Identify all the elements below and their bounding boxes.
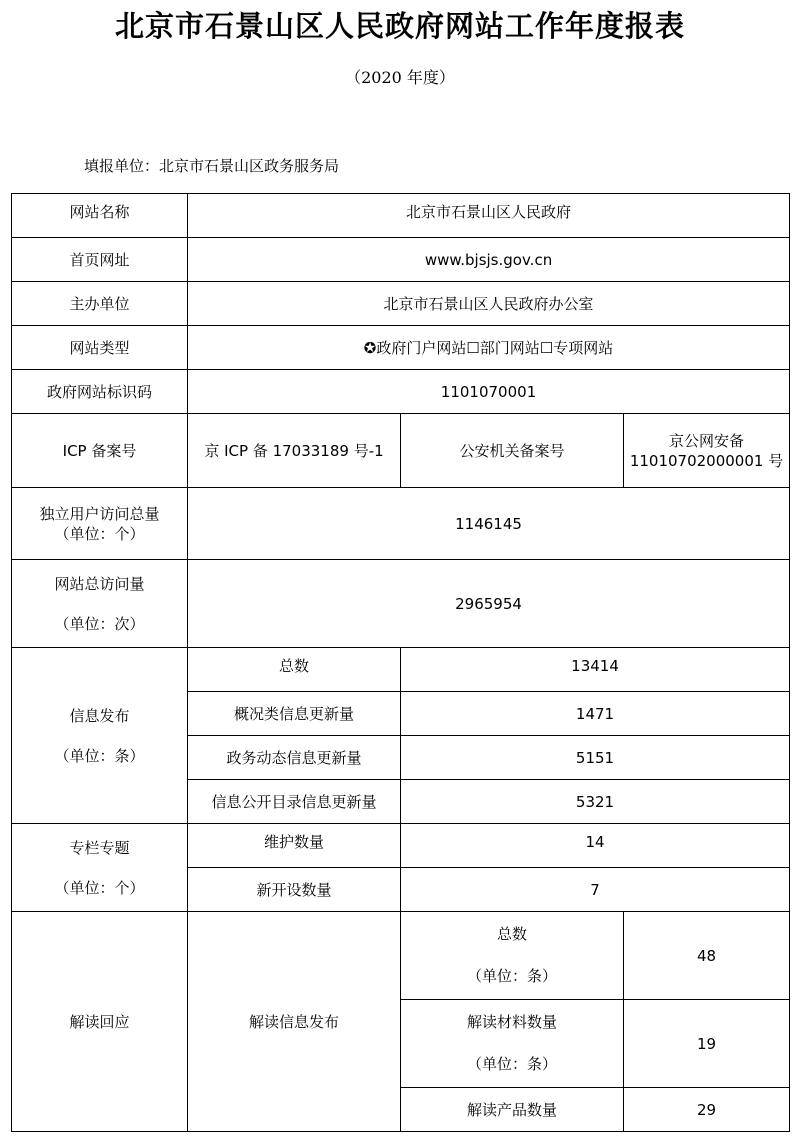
site-type-option-special xyxy=(540,339,613,357)
unique-visitors-label xyxy=(12,488,188,560)
columns-maintained-label: 维护数量 xyxy=(188,824,401,868)
table-row-icp xyxy=(12,414,790,488)
interpretation-sub-label: 解读信息发布 xyxy=(188,912,401,1132)
info-total-label: 总数 xyxy=(188,648,401,692)
info-dynamics-label: 政务动态信息更新量 xyxy=(188,736,401,780)
site-type-label: 网站类型 xyxy=(12,326,188,370)
info-publish-label-line1: 信息发布 xyxy=(69,706,130,725)
icp-value: 京 ICP 备 17033189 号-1 xyxy=(188,414,401,488)
report-title: 北京市石景山区人民政府网站工作年度报表 xyxy=(114,9,685,43)
site-type-option-portal xyxy=(364,339,467,357)
info-overview-value: 1471 xyxy=(401,692,790,736)
police-record-value xyxy=(624,414,790,488)
checked-circle-icon: ✪ xyxy=(363,338,377,357)
police-record-label: 公安机关备案号 xyxy=(401,414,624,488)
report-table xyxy=(11,193,790,1132)
unique-visitors-value: 1146145 xyxy=(188,488,790,560)
columns-label xyxy=(12,824,188,912)
empty-box-icon: ☐ xyxy=(466,338,480,357)
interp-products-value: 29 xyxy=(624,1088,790,1132)
info-disclosure-label: 信息公开目录信息更新量 xyxy=(188,780,401,824)
info-publish-label xyxy=(12,648,188,824)
interp-total-label-line1: 总数 xyxy=(496,925,527,943)
info-dynamics-value: 5151 xyxy=(401,736,790,780)
columns-label-line1: 专栏专题 xyxy=(69,838,130,857)
site-id-label: 政府网站标识码 xyxy=(12,370,188,414)
table-row-site-name xyxy=(12,194,790,238)
site-type-option-label: 部门网站 xyxy=(479,338,540,357)
info-disclosure-value: 5321 xyxy=(401,780,790,824)
homepage-label: 首页网址 xyxy=(12,238,188,282)
columns-label-line2: （单位：个） xyxy=(54,878,145,897)
interp-total-label-line2: （单位：条） xyxy=(466,967,557,985)
interp-materials-label xyxy=(401,1000,624,1088)
interp-materials-label-line1: 解读材料数量 xyxy=(466,1013,557,1031)
site-type-option-department xyxy=(466,339,539,357)
site-type-option-label: 政府门户网站 xyxy=(376,338,467,357)
empty-box-icon: ☐ xyxy=(539,338,554,357)
total-visits-label xyxy=(12,560,188,648)
site-name-label: 网站名称 xyxy=(12,194,188,238)
interp-products-label: 解读产品数量 xyxy=(401,1088,624,1132)
table-row-site-id xyxy=(12,370,790,414)
site-type-options xyxy=(188,326,790,370)
info-publish-label-line2: （单位：条） xyxy=(54,746,145,765)
table-row-total-visits xyxy=(12,560,790,648)
interp-total-label xyxy=(401,912,624,1000)
host-unit-value: 北京市石景山区人民政府办公室 xyxy=(188,282,790,326)
table-row-host-unit xyxy=(12,282,790,326)
fill-unit: 填报单位：北京市石景山区政务服务局 xyxy=(84,157,340,175)
interp-materials-value: 19 xyxy=(624,1000,790,1088)
site-type-option-label: 专项网站 xyxy=(553,338,614,357)
total-visits-label-line1: 网站总访问量 xyxy=(54,574,145,593)
interpretation-label: 解读回应 xyxy=(12,912,188,1132)
table-row-info-total xyxy=(12,648,790,692)
columns-new-label: 新开设数量 xyxy=(188,868,401,912)
info-total-value: 13414 xyxy=(401,648,790,692)
homepage-value: www.bjsjs.gov.cn xyxy=(188,238,790,282)
site-name-value: 北京市石景山区人民政府 xyxy=(188,194,790,238)
total-visits-label-line2: （单位：次） xyxy=(54,614,145,633)
unique-visitors-label-line2: （单位：个） xyxy=(54,524,145,543)
info-overview-label: 概况类信息更新量 xyxy=(188,692,401,736)
police-record-line1: 京公网安备 xyxy=(669,431,745,450)
table-row-unique-visitors xyxy=(12,488,790,560)
columns-maintained-value: 14 xyxy=(401,824,790,868)
host-unit-label: 主办单位 xyxy=(12,282,188,326)
table-row-interp-total xyxy=(12,912,790,1000)
icp-label: ICP 备案号 xyxy=(12,414,188,488)
police-record-line2: 11010702000001 号 xyxy=(629,451,784,470)
columns-new-value: 7 xyxy=(401,868,790,912)
unique-visitors-label-line1: 独立用户访问总量 xyxy=(39,504,160,523)
table-row-columns-maintained xyxy=(12,824,790,868)
site-id-value: 1101070001 xyxy=(188,370,790,414)
interp-materials-label-line2: （单位：条） xyxy=(466,1055,557,1073)
table-row-homepage xyxy=(12,238,790,282)
report-year: （2020 年度） xyxy=(345,68,455,87)
interp-total-value: 48 xyxy=(624,912,790,1000)
table-row-site-type xyxy=(12,326,790,370)
total-visits-value: 2965954 xyxy=(188,560,790,648)
